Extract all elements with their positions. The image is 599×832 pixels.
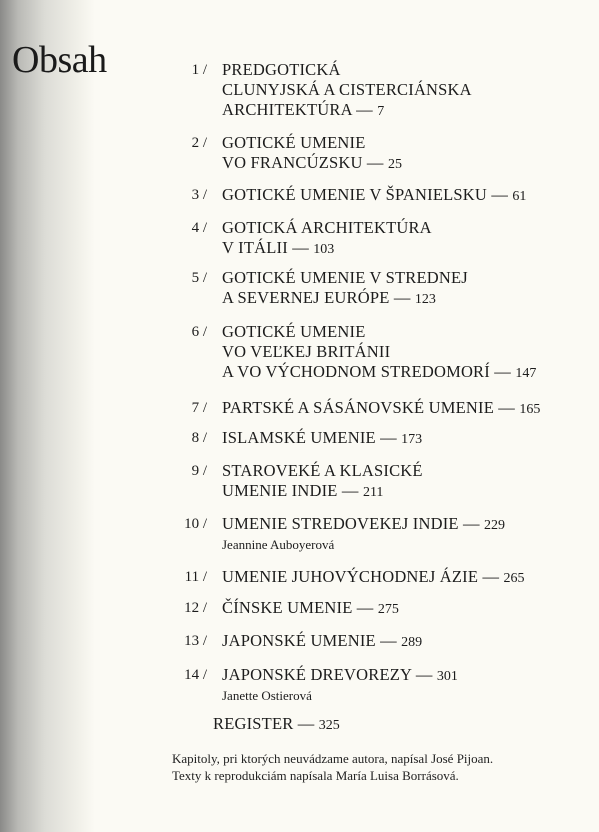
chapter-title-text: ČÍNSKE UMENIE — [222, 598, 353, 617]
chapter-title-line: GOTICKÁ ARCHITEKTÚRA — [222, 218, 432, 237]
chapter-title-line: GOTICKÉ UMENIE — [222, 133, 366, 152]
chapter-title-line: ČÍNSKE UMENIE — 275 — [222, 598, 399, 617]
chapter-title — [222, 631, 592, 653]
chapter-title — [222, 268, 592, 310]
page-number: 103 — [313, 242, 335, 257]
chapter-title — [222, 461, 592, 503]
chapter-title-line: A SEVERNEJ EURÓPE — 123 — [222, 288, 436, 307]
footnote-line: Kapitoly, pri ktorých neuvádzame autora, napísal José Pijoan. — [172, 751, 494, 766]
page-number: 147 — [515, 366, 537, 381]
chapter-number: 2 / — [191, 135, 207, 151]
chapter-author: Janette Ostierová — [222, 688, 312, 703]
page-number: 229 — [484, 518, 506, 533]
chapter-number: 4 / — [191, 220, 207, 236]
chapter-title-text: UMENIE STREDOVEKEJ INDIE — [222, 514, 459, 533]
page-number: 173 — [401, 432, 423, 447]
page-number: 289 — [401, 635, 423, 650]
chapter-title — [222, 567, 592, 589]
chapter-title-line: GOTICKÉ UMENIE V STREDNEJ — [222, 268, 468, 287]
chapter-title-line: UMENIE INDIE — 211 — [222, 481, 384, 500]
page-number: 7 — [377, 104, 385, 119]
chapter-title-line: JAPONSKÉ DREVOREZY — 301 — [222, 665, 458, 684]
chapter-title-line: UMENIE STREDOVEKEJ INDIE — 229 — [222, 514, 506, 533]
chapter-title — [222, 133, 592, 175]
chapter-title-line: ARCHITEKTÚRA — 7 — [222, 100, 385, 119]
chapter-number: 3 / — [191, 187, 207, 203]
chapter-title-text: ISLAMSKÉ UMENIE — [222, 428, 376, 447]
chapter-title-line: CLUNYJSKÁ A CISTERCIÁNSKA — [222, 80, 472, 99]
chapter-title-line: JAPONSKÉ UMENIE — 289 — [222, 631, 423, 650]
chapter-title — [222, 665, 592, 705]
chapter-title — [222, 428, 592, 450]
chapter-title-line: VO FRANCÚZSKU — 25 — [222, 153, 402, 172]
chapter-title-text: UMENIE JUHOVÝCHODNEJ ÁZIE — [222, 567, 479, 586]
chapter-title-line: GOTICKÉ UMENIE — [222, 322, 366, 341]
chapter-title-line: PREDGOTICKÁ — [222, 60, 341, 79]
chapter-title-line: ISLAMSKÉ UMENIE — 173 — [222, 428, 423, 447]
chapter-title — [222, 218, 592, 260]
binding-shadow — [0, 0, 95, 832]
chapter-title — [222, 398, 592, 420]
chapter-title-line: UMENIE JUHOVÝCHODNEJ ÁZIE — 265 — [222, 567, 525, 586]
chapter-title-text: JAPONSKÉ DREVOREZY — [222, 665, 412, 684]
chapter-title-line: A VO VÝCHODNOM STREDOMORÍ — 147 — [222, 362, 537, 381]
page-title: Obsah — [12, 39, 107, 81]
chapter-title — [222, 322, 592, 384]
page-number: 61 — [512, 189, 527, 204]
chapter-title — [222, 598, 592, 620]
chapter-number: 13 / — [184, 633, 207, 649]
chapter-number: 11 / — [184, 569, 207, 585]
chapter-title-line: VO VEĽKEJ BRITÁNII — [222, 342, 391, 361]
chapter-title-text: ARCHITEKTÚRA — [222, 100, 352, 119]
chapter-number: 1 / — [191, 62, 207, 78]
footnote — [172, 750, 493, 784]
chapter-title-text: UMENIE INDIE — [222, 481, 338, 500]
chapter-title — [222, 514, 592, 554]
chapter-number: 9 / — [191, 463, 207, 479]
chapter-title-text: PARTSKÉ A SÁSÁNOVSKÉ UMENIE — [222, 398, 494, 417]
chapter-number: 7 / — [191, 400, 207, 416]
chapter-number: 10 / — [184, 516, 207, 532]
page-number: 211 — [362, 485, 384, 500]
chapter-number: 5 / — [191, 270, 207, 286]
page-number: 25 — [387, 157, 402, 172]
chapter-title-text: A SEVERNEJ EURÓPE — [222, 288, 390, 307]
chapter-title-line: V ITÁLII — 103 — [222, 238, 335, 257]
page-number: 275 — [377, 602, 399, 617]
chapter-title-line: STAROVEKÉ A KLASICKÉ — [222, 461, 423, 480]
page-number: 165 — [519, 402, 541, 417]
chapter-title-text: GOTICKÉ UMENIE V ŠPANIELSKU — [222, 185, 487, 204]
register-entry: REGISTER — 325 — [213, 714, 340, 733]
chapter-title-text: JAPONSKÉ UMENIE — [222, 631, 376, 650]
chapter-title-line: GOTICKÉ UMENIE V ŠPANIELSKU — 61 — [222, 185, 527, 204]
chapter-number: 14 / — [184, 667, 207, 683]
register-page-number: 325 — [318, 718, 340, 733]
chapter-title-line: PARTSKÉ A SÁSÁNOVSKÉ UMENIE — 165 — [222, 398, 541, 417]
register-label: REGISTER — [213, 714, 294, 733]
chapter-number: 8 / — [191, 430, 207, 446]
page-number: 265 — [503, 571, 525, 586]
chapter-title-text: V ITÁLII — [222, 238, 288, 257]
footnote-line: Texty k reprodukciám napísala María Luisa Borrásová. — [172, 768, 459, 783]
chapter-title — [222, 60, 592, 122]
chapter-number: 6 / — [191, 324, 207, 340]
chapter-title-text: VO FRANCÚZSKU — [222, 153, 363, 172]
chapter-author: Jeannine Auboyerová — [222, 537, 335, 552]
page-number: 123 — [414, 292, 436, 307]
chapter-title — [222, 185, 592, 207]
chapter-number: 12 / — [184, 600, 207, 616]
page-number: 301 — [436, 669, 458, 684]
chapter-title-text: A VO VÝCHODNOM STREDOMORÍ — [222, 362, 490, 381]
